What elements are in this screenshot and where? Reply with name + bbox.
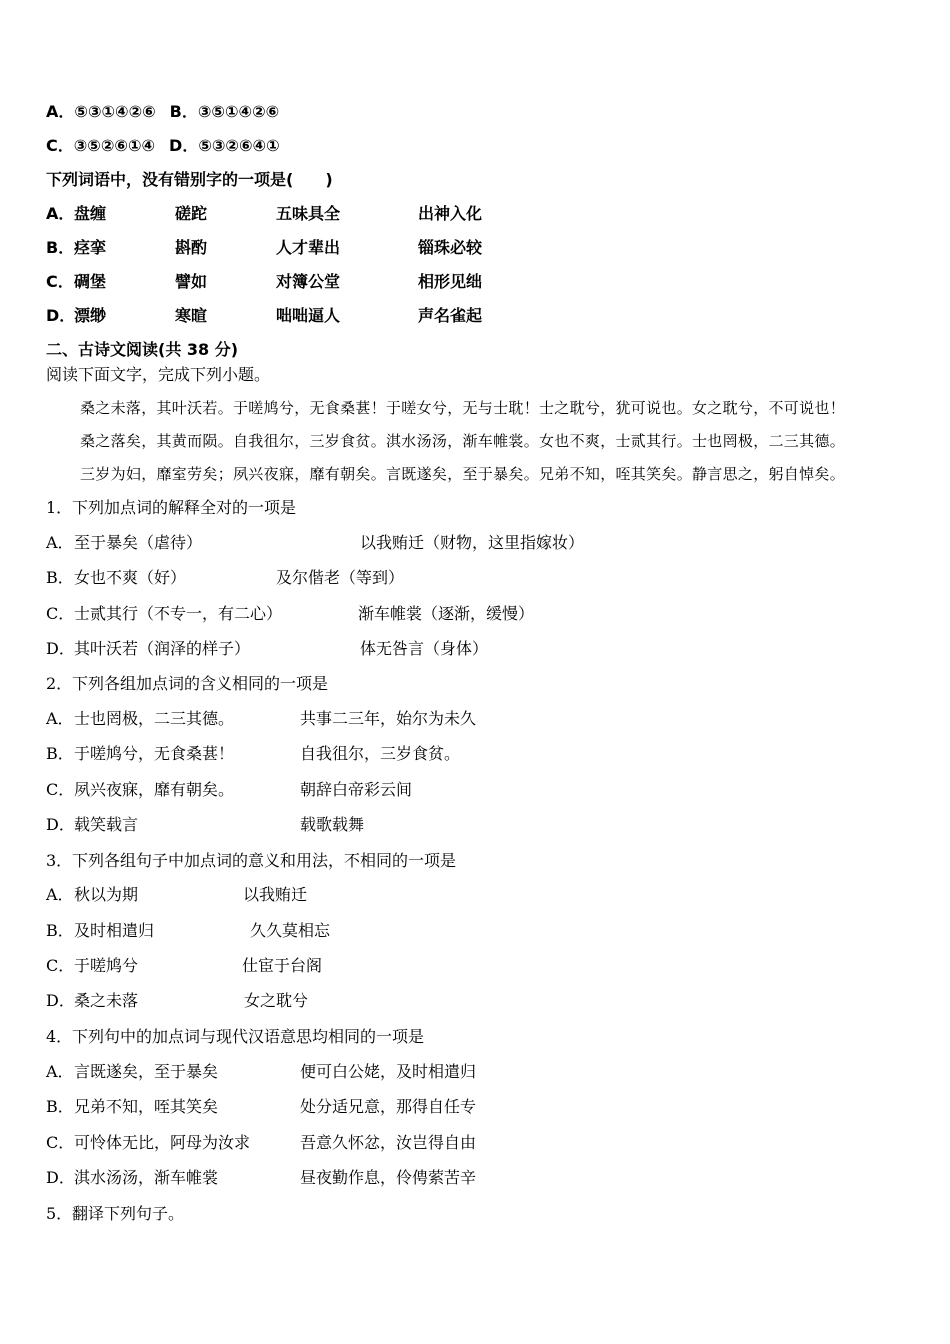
word: 漂缈 xyxy=(74,306,107,325)
option-right: 仕宦于台阁 xyxy=(242,956,323,975)
word: 磋跎 xyxy=(175,204,208,223)
question-text: 下列加点词的解释全对的一项是 xyxy=(72,498,297,517)
word: 斟酌 xyxy=(175,238,208,257)
answer-option xyxy=(46,884,138,906)
option-letter: A． xyxy=(46,102,75,121)
option-right: 自我徂尔，三岁食贫。 xyxy=(300,744,461,763)
question-number: 4． xyxy=(46,1027,73,1046)
option-left: 兄弟不知，咥其笑矣 xyxy=(74,1097,219,1116)
word: 五味具全 xyxy=(276,204,341,223)
option-letter: A． xyxy=(46,533,74,552)
option-letter: B． xyxy=(46,744,74,763)
option-right: 体无咎言（身体） xyxy=(360,639,489,658)
answer-option xyxy=(46,743,234,765)
question-stem xyxy=(46,673,328,695)
option-letter: C． xyxy=(46,780,75,799)
option-letter: B． xyxy=(46,568,74,587)
answer-option xyxy=(46,532,202,554)
option-letter: A． xyxy=(46,1062,74,1081)
option-letter: C． xyxy=(46,604,75,623)
answer-option xyxy=(46,708,234,730)
word: 咄咄逼人 xyxy=(276,306,341,325)
option-left: 夙兴夜寐，靡有朝矣。 xyxy=(74,780,235,799)
word: 出神入化 xyxy=(418,204,483,223)
option-left: 至于暴矣（虐待） xyxy=(74,533,203,552)
option-letter: B． xyxy=(46,921,74,940)
option-left: 于嗟鸠兮，无食桑葚！ xyxy=(74,744,235,763)
option-right: 处分适兄意，那得自任专 xyxy=(300,1097,477,1116)
option-right: 渐车帷裳（逐渐，缓慢） xyxy=(358,604,535,623)
option-left: 士也罔极，二三其德。 xyxy=(74,709,235,728)
option-left: 载笑载言 xyxy=(74,815,139,834)
question-stem xyxy=(46,1026,424,1048)
option-right: 久久莫相忘 xyxy=(250,921,331,940)
section-title: 二、古诗文阅读(共 38 分) xyxy=(46,340,239,359)
question-stem xyxy=(46,1203,184,1225)
word: 盘缠 xyxy=(74,204,107,223)
order-options-row-2 xyxy=(46,135,280,157)
option-letter: C． xyxy=(46,1133,75,1152)
option-left: 秋以为期 xyxy=(74,885,139,904)
option-text: ⑤③②⑥④① xyxy=(198,136,280,155)
answer-option xyxy=(46,567,186,589)
word: 相形见绌 xyxy=(418,272,483,291)
section-instruction: 阅读下面文字，完成下列小题。 xyxy=(46,365,271,384)
question-text: 下列各组句子中加点词的意义和用法，不相同的一项是 xyxy=(72,851,457,870)
option-right: 女之耽兮 xyxy=(244,991,309,1010)
option-right: 朝辞白帝彩云间 xyxy=(300,780,413,799)
option-left: 其叶沃若（润泽的样子） xyxy=(74,639,251,658)
option-letter: D． xyxy=(46,815,75,834)
question-stem xyxy=(46,850,456,872)
option-right: 共事二三年，始尔为未久 xyxy=(300,709,477,728)
option-letter: C． xyxy=(46,956,75,975)
option-letter: B． xyxy=(46,1097,74,1116)
answer-option xyxy=(46,990,138,1012)
order-options-row-1 xyxy=(46,101,279,123)
option-left: 言既遂矣，至于暴矣 xyxy=(74,1062,219,1081)
option-letter: D． xyxy=(169,136,199,155)
option-right: 以我贿迁 xyxy=(243,885,308,904)
word: 譬如 xyxy=(175,272,208,291)
word: 声名雀起 xyxy=(418,306,483,325)
option-left: 及时相遣归 xyxy=(74,921,155,940)
answer-option xyxy=(46,638,250,660)
option-letter: A． xyxy=(46,709,74,728)
poem-line: 桑之未落，其叶沃若。于嗟鸠兮，无食桑葚！于嗟女兮，无与士耽！士之耽兮，犹可说也。女之耽兮，不可说也！ xyxy=(80,399,846,417)
option-letter: C． xyxy=(46,272,74,291)
option-left: 桑之未落 xyxy=(74,991,139,1010)
option-left: 于嗟鸠兮 xyxy=(74,956,139,975)
option-right: 便可白公姥，及时相遣归 xyxy=(300,1062,477,1081)
answer-option xyxy=(46,955,138,977)
option-right: 吾意久怀忿，汝岂得自由 xyxy=(300,1133,477,1152)
answer-option xyxy=(46,814,138,836)
option-left: 女也不爽（好） xyxy=(74,568,187,587)
question-stem xyxy=(46,497,296,519)
question-number: 2． xyxy=(46,674,73,693)
word: 痉挛 xyxy=(74,238,107,257)
answer-option xyxy=(46,779,234,801)
option-right: 载歌载舞 xyxy=(300,815,365,834)
option-letter: D． xyxy=(46,639,75,658)
option-letter: D． xyxy=(46,991,75,1010)
answer-option xyxy=(46,1096,218,1118)
option-letter: A． xyxy=(46,885,74,904)
option-text: ⑤③①④②⑥ xyxy=(74,102,156,121)
option-letter: D． xyxy=(46,306,76,325)
question-number: 3． xyxy=(46,851,73,870)
question-text: 下列各组加点词的含义相同的一项是 xyxy=(72,674,329,693)
option-left: 可怜体无比，阿母为汝求 xyxy=(74,1133,251,1152)
option-letter: B． xyxy=(46,238,75,257)
word: 寒暄 xyxy=(175,306,208,325)
option-text: ③⑤②⑥①④ xyxy=(73,136,156,155)
word: 碉堡 xyxy=(74,272,107,291)
question-text: 下列句中的加点词与现代汉语意思均相同的一项是 xyxy=(72,1027,425,1046)
word: 锱珠必较 xyxy=(418,238,483,257)
option-right: 及尔偕老（等到） xyxy=(276,568,405,587)
option-letter: C． xyxy=(46,136,74,155)
question-text: 翻译下列句子。 xyxy=(72,1204,185,1223)
option-left: 淇水汤汤，渐车帷裳 xyxy=(74,1168,219,1187)
poem-line: 三岁为妇，靡室劳矣；夙兴夜寐，靡有朝矣。言既遂矣，至于暴矣。兄弟不知，咥其笑矣。静言思之，躬自悼矣。 xyxy=(80,465,846,483)
option-left: 士贰其行（不专一，有二心） xyxy=(74,604,283,623)
answer-option xyxy=(46,1167,218,1189)
answer-option xyxy=(46,1132,250,1154)
question-number: 5． xyxy=(46,1204,73,1223)
poem-line: 桑之落矣，其黄而陨。自我徂尔，三岁食贫。淇水汤汤，渐车帷裳。女也不爽，士贰其行。士也罔极，二三其德。 xyxy=(80,432,846,450)
answer-option xyxy=(46,920,154,942)
answer-option xyxy=(46,1061,218,1083)
option-right: 以我贿迁（财物，这里指嫁妆） xyxy=(360,533,585,552)
option-letter: B． xyxy=(169,102,198,121)
question-number: 1． xyxy=(46,498,73,517)
option-text: ③⑤①④②⑥ xyxy=(197,102,280,121)
option-letter: A． xyxy=(46,204,75,223)
option-right: 昼夜勤作息，伶俜萦苦辛 xyxy=(300,1168,477,1187)
option-letter: D． xyxy=(46,1168,75,1187)
word: 人才辈出 xyxy=(276,238,341,257)
word: 对簿公堂 xyxy=(276,272,341,291)
answer-option xyxy=(46,603,282,625)
typo-question-stem: 下列词语中，没有错别字的一项是( ) xyxy=(46,170,333,189)
